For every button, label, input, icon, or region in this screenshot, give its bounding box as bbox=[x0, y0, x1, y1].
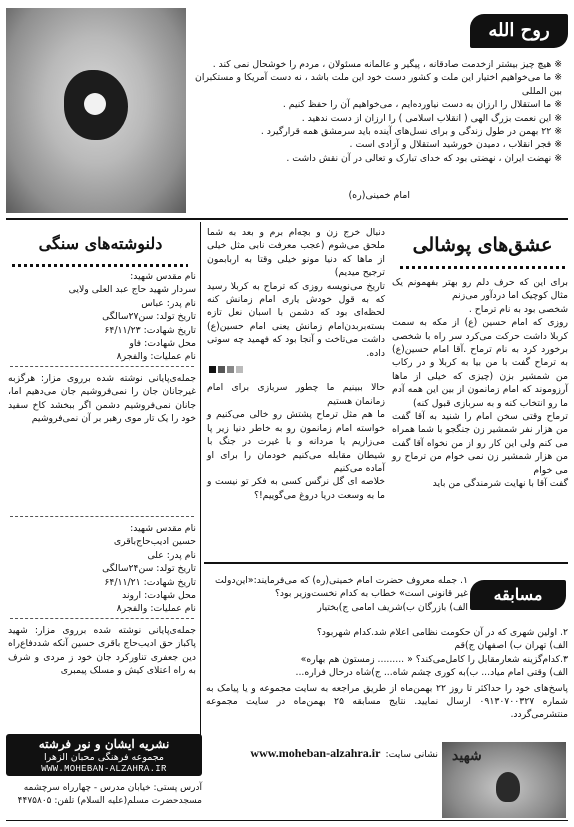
address-line: مسجدحضرت مسلم(علیه السلام) تلفن: ۴۴۷۵۸۰۵ bbox=[17, 796, 202, 806]
stone-title: دلنوشته‌های سنگی bbox=[38, 234, 163, 253]
record-line: محل شهادت: اروند bbox=[122, 590, 196, 602]
ruhollah-quotes bbox=[192, 58, 562, 165]
postal-address bbox=[6, 782, 202, 808]
martyr-emblem-image bbox=[442, 742, 566, 818]
address-line: آدرس پستی: خیابان مدرس - چهارراه سرچشمه bbox=[23, 783, 202, 793]
eshgh-paragraph: ترماح وقتی سخن امام را شنید به آقا گفت من هزار نفر شمشیر زن جنگجو با شما همراه می کنم ولی این کار رو از من نخواه آقا گفت من هزار شمشیر زن نمی خوام من ترماح رو می خوام bbox=[392, 411, 568, 476]
top-divider bbox=[6, 218, 568, 220]
martyr-epitaph-1: جمله‌ی‌پایانی نوشته شده برروی مزار: هرگزبه غیرجانان جان را نمی‌فروشیم جان می‌دهیم اما، جانان نمی‌فروشیم دشمن اگر ببخشد کاخ سفید خود را یک تار موی رهبر بر آن نمی‌فروشیم bbox=[8, 373, 196, 425]
martyr-epitaph-2: جمله‌ی‌پایانی نوشته شده برروی مزار: شهید پاکباز حق ادیب‌حاج باقری حسین آنکه شددفاع‌راه دین جعفری تناورکرد جان خود ز مردی و شرف به راه اعتلای کیش و مسلک پیمبری bbox=[8, 625, 196, 677]
signature: امام خمینی(ره) bbox=[348, 190, 410, 201]
martyr-record-2 bbox=[8, 522, 196, 616]
question: ۲. اولین شهری که در آن حکومت نظامی اعلام شد.کدام شهربود؟ bbox=[316, 627, 568, 638]
website-row bbox=[210, 742, 438, 758]
martyr-record-1 bbox=[8, 270, 196, 364]
question: ۳.کدام‌گزینه شعارمقابل را کامل‌می‌کند؟ « ......... زمستون هم بهاره» bbox=[300, 653, 568, 665]
record-line: نام پدر: عباس bbox=[141, 297, 196, 309]
contest-divider bbox=[204, 562, 568, 564]
question-options: الف) بازرگان ب)شریف امامی ج)بختیار bbox=[317, 601, 468, 613]
quote-line: ※ هیچ چیز بیشتر ازخدمت صادقانه ، پیگیر و عالمانه مسئولان ، مردم را خوشحال نمی کند . bbox=[212, 59, 562, 70]
question: ۱. جمله معروف حضرت امام خمینی(ره) که می‌فرمایند:«این‌دولت غیر قانونی است» خطاب به کدام نخست‌وزیر بود؟ bbox=[215, 575, 468, 600]
record-line: نام عملیات: والفجر۸ bbox=[116, 351, 196, 363]
contest-questions bbox=[206, 574, 468, 614]
publication-banner bbox=[6, 734, 202, 776]
middle-paragraph: خلاصه ای گل نرگس کسی به فکر تو نیست و ما به وسعت دریا دروغ می‌گوییم!؟ bbox=[207, 476, 385, 501]
record-line: تاریخ شهادت: ۶۴/۱۱/۲۳ bbox=[104, 324, 196, 336]
contest-title: مسابقه bbox=[470, 580, 566, 610]
record-line: تاریخ شهادت: ۶۴/۱۱/۲۱ bbox=[104, 576, 196, 588]
record-line: نام پدر: علی bbox=[147, 549, 196, 561]
ruhollah-title: روح الله bbox=[470, 14, 568, 48]
quote-line: ※ فجر انقلاب ، دمیدن خورشید استقلال و آزادی است . bbox=[349, 139, 562, 151]
middle-paragraph: حالا ببینیم ما چطور سربازی برای امام زمانمان هستیم bbox=[207, 382, 385, 407]
eshgh-title: عشق‌های پوشالی bbox=[412, 234, 553, 256]
middle-paragraph: تاریخ می‌نویسه روزی که ترماح به کربلا رسید که به قول خودش یاری امام زمانش کنه لحظه‌ای بود که دشمن با اسبان نعل تازه بسته‌بربدن‌امام زمانش یعنی امام حسین(ع) داشت می‌تاخت و آنجا بود که فهمید چه سوتی داده. bbox=[207, 280, 385, 359]
website-url[interactable]: www.moheban-alzahra.ir bbox=[250, 746, 381, 760]
record-line: نام عملیات: والفجر۸ bbox=[116, 603, 196, 615]
middle-paragraph: دنبال خرج زن و بچه‌ام برم و بعد به شما ملحق می‌شوم (عجب معرفت نابی مثل خیلی از ماها که دنیا مونو خیلی وقتا به اربابمون ترجیح میدیم) bbox=[207, 227, 385, 279]
record-line: حسین ادیب‌حاج‌باقری bbox=[113, 536, 196, 548]
middle-paragraph: ما هم مثل ترماح پشتش رو خالی می‌کنیم و خواسته امام زمانمون رو به خاطر دنیا زیر پا می‌زاریم یا مردانه و با غیرت در جنگ با شیطان مقابله می‌کنیم خودمان را برای او آماده می‌کنیم bbox=[207, 409, 385, 474]
column-divider bbox=[200, 222, 201, 762]
eshgh-paragraph: شخصی بود به نام ترماح . bbox=[468, 303, 568, 315]
eshgh-paragraph: گفت آقا با نهایت شرمندگی من باید bbox=[432, 478, 568, 490]
banner-subtitle: مجموعه فرهنگی محبان الزهرا bbox=[44, 752, 164, 763]
eshgh-paragraph: روزی که امام حسین (ع) از مکه به سمت کربلا داشت حرکت می‌کرد سر راه با شخصی برخورد کرد به نام ترماح .آقا امام حسین(ع) به ترماح گفت با من بیا به کربلا و در رکاب من شمشیر بزن (چیزی که خیلی از ماها آرزوموند که امام زمانمون از بین این همه آدم ما رو انتخاب کنه و به سربازی قبول کنه) bbox=[392, 317, 568, 409]
record-line: تاریخ تولد: سن۲۴سالگی bbox=[102, 563, 196, 575]
banner-title: نشریه ایشان و نور فرشته bbox=[38, 737, 170, 751]
quote-line: ※ نهضت ایران ، نهضتی بود که خدای تبارک و تعالی در آن نقش داشت . bbox=[286, 152, 562, 164]
middle-body bbox=[207, 226, 385, 502]
contest-questions-2 bbox=[206, 626, 568, 722]
square-ornament bbox=[207, 364, 385, 377]
record-divider bbox=[10, 618, 194, 619]
quote-line: ※ ۲۲ بهمن در طول زندگی و برای نسل‌های آینده باید سرمشق همه قرارگیرد . bbox=[260, 126, 562, 138]
banner-url[interactable]: WWW.MOHEBAN-ALZAHRA.IR bbox=[41, 764, 167, 774]
contest-info: پاسخ‌های خود را حداکثر تا روز ۲۲ بهمن‌ماه از طریق مراجعه به سایت مجموعه و یا پیامک به شماره ۰۹۱۳۰۷۰۰۳۲۷ ارسال نمایید. نتایج مسابقه ۲۵ بهمن‌ماه در سایت مجموعه منتشرمی‌گردد. bbox=[206, 682, 568, 721]
record-line: سردار شهید حاج عبد العلی ولایی bbox=[68, 284, 196, 296]
eshgh-title-underline bbox=[400, 266, 565, 269]
website-label: نشانی سایت: bbox=[385, 749, 438, 760]
record-line: نام مقدس شهید: bbox=[130, 271, 196, 282]
quote-line: ※ این نعمت بزرگ الهی ( انقلاب اسلامی ) را ارزان از دست ندهید . bbox=[301, 112, 562, 124]
record-line: نام مقدس شهید: bbox=[130, 523, 196, 534]
emblem-caption: شهید bbox=[452, 748, 482, 764]
record-divider bbox=[10, 366, 194, 367]
tulip-icon bbox=[496, 772, 520, 802]
quote-line: ※ ما می‌خواهیم اختیار این ملت و کشور دست خود این ملت باشد ، نه دست آمریکا و مستکبران بین المللی bbox=[195, 72, 562, 97]
stone-title-underline bbox=[12, 264, 188, 267]
hands-flower-photo bbox=[6, 8, 186, 213]
record-line: تاریخ تولد: سن۲۷سالگی bbox=[102, 311, 196, 323]
page-bottom-rule bbox=[6, 820, 568, 821]
eshgh-paragraph: برای این که حرف دلم رو بهتر بفهمونم یک مثال کوچیک اما دردآور می‌زنم bbox=[392, 277, 568, 302]
eshgh-body bbox=[392, 276, 568, 491]
record-line: محل شهادت: فاو bbox=[129, 338, 196, 350]
record-divider bbox=[10, 516, 194, 517]
quote-line: ※ ما استقلال را ارزان به دست نیاورده‌ایم ، می‌خواهیم آن را حفظ کنیم . bbox=[282, 99, 562, 111]
question-options: الف) وقتی امام میاد... ب)به کوری چشم شاه... ج)شاه درحال فراره... bbox=[295, 667, 568, 679]
question-options: الف) تهران ب) اصفهان ج)قم bbox=[454, 640, 568, 652]
